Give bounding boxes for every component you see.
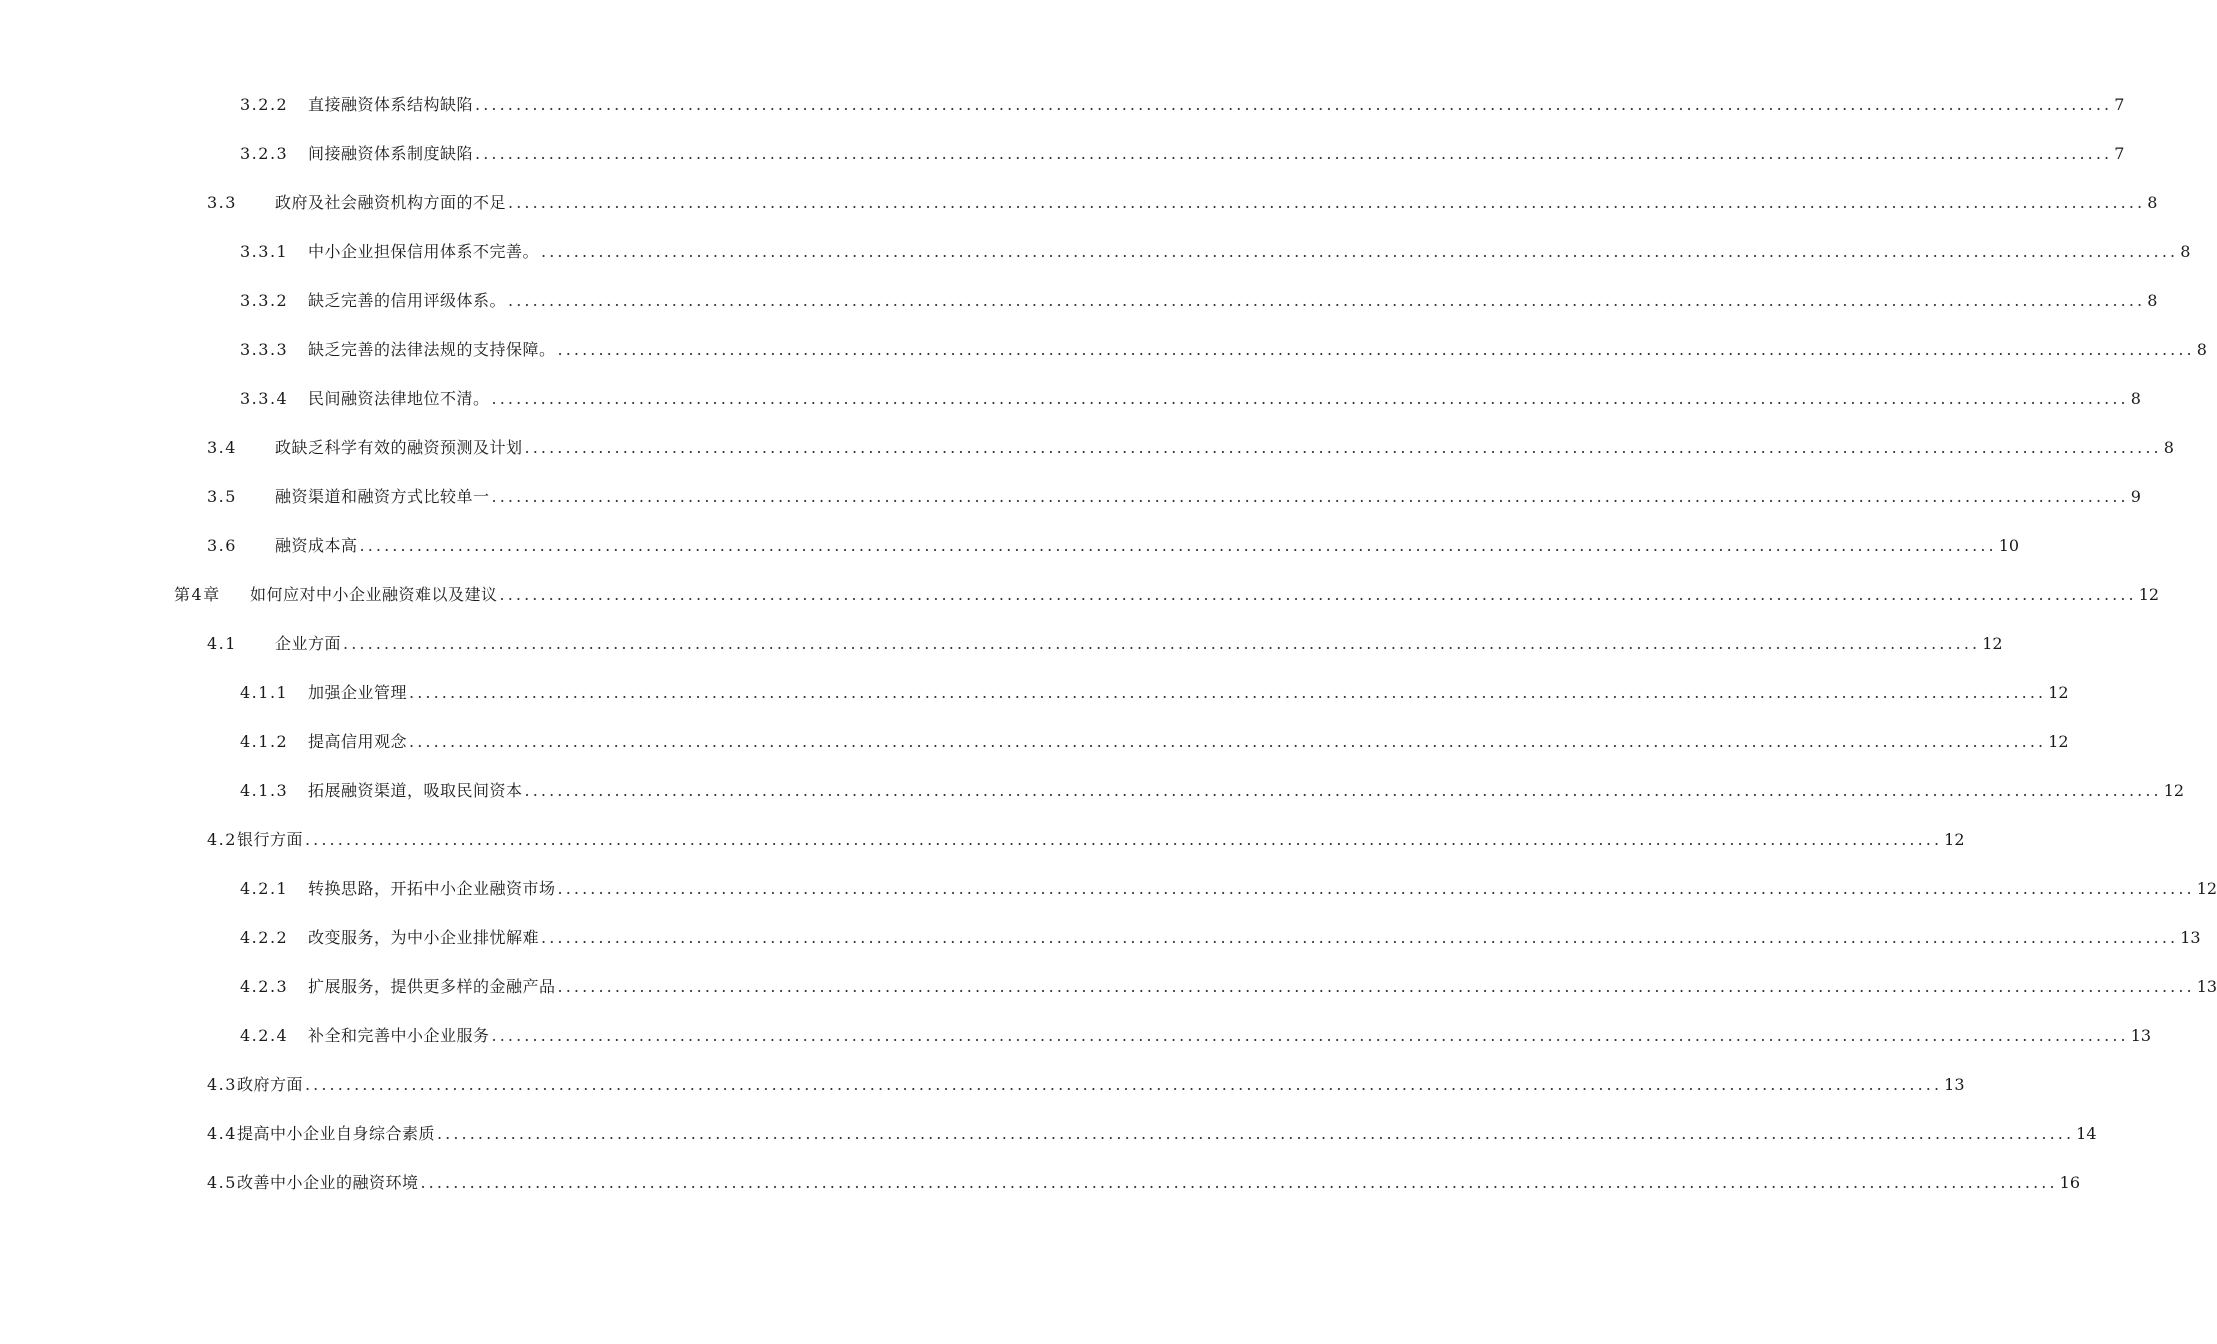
toc-entry[interactable] [0,1109,2097,1158]
toc-entry-page-number: 13 [2196,976,2217,996]
toc-entry[interactable] [0,276,2158,325]
toc-entry-page-number: 12 [2196,878,2217,898]
toc-entry[interactable] [0,80,2125,129]
toc-entry-number: 3.4 [207,437,237,457]
toc-entry-title: 融资成本高 [275,535,358,555]
toc-entry-number: 4.2.1 [240,878,289,898]
toc-dot-leader: ........................................................................................................................................................................................................ [420,1172,2058,1192]
toc-dot-leader: ........................................................................................................................................................................................................ [508,192,2146,212]
toc-dot-leader: ........................................................................................................................................................................................................ [409,682,2047,702]
toc-entry-page-number: 7 [2114,94,2125,114]
toc-entry-number: 3.3.4 [240,388,289,408]
toc-entry-number: 4.1.1 [240,682,289,702]
toc-entry-page-number: 9 [2130,486,2141,506]
toc-entry-number: 3.5 [207,486,237,506]
toc-entry[interactable] [0,570,2160,619]
toc-entry-number: 4.2.2 [240,927,289,947]
toc-dot-leader: ........................................................................................................................................................................................................ [475,94,2113,114]
toc-entry[interactable] [0,178,2158,227]
toc-entry[interactable] [0,864,2217,913]
toc-entry[interactable] [0,227,2191,276]
toc-entry-number: 4.5 [207,1172,237,1192]
toc-entry[interactable] [0,717,2069,766]
toc-entry-page-number: 12 [2138,584,2160,604]
table-of-contents [0,80,2217,1207]
toc-entry-page-number: 12 [2048,731,2069,751]
toc-entry[interactable] [0,962,2217,1011]
toc-dot-leader: ........................................................................................................................................................................................................ [524,437,2162,457]
toc-entry-title: 补全和完善中小企业服务 [308,1025,490,1045]
toc-entry-page-number: 10 [1998,535,2020,555]
toc-entry-page-number: 8 [2163,437,2174,457]
toc-dot-leader: ........................................................................................................................................................................................................ [499,584,2137,604]
toc-entry-page-number: 13 [1944,1074,1965,1094]
toc-entry-number: 3.3.2 [240,290,289,310]
toc-entry-title: 政府方面 [236,1074,303,1094]
toc-entry[interactable] [0,325,2207,374]
toc-entry-title: 缺乏完善的法律法规的支持保障。 [308,339,556,359]
toc-entry-number: 3.3.3 [240,339,289,359]
toc-entry-number: 第4章 [174,584,221,604]
toc-entry-page-number: 7 [2114,143,2125,163]
toc-entry[interactable] [0,1158,2081,1207]
toc-entry-title: 提高信用观念 [308,731,408,751]
toc-dot-leader: ........................................................................................................................................................................................................ [557,339,2195,359]
toc-dot-leader: ........................................................................................................................................................................................................ [475,143,2113,163]
toc-dot-leader: ........................................................................................................................................................................................................ [304,1074,1943,1094]
toc-entry-page-number: 13 [2130,1025,2152,1045]
toc-entry-number: 4.1.2 [240,731,289,751]
toc-entry-page-number: 12 [2048,682,2069,702]
toc-dot-leader: ........................................................................................................................................................................................................ [304,829,1943,849]
toc-entry-title: 中小企业担保信用体系不完善。 [308,241,540,261]
toc-entry-page-number: 8 [2196,339,2207,359]
toc-entry-page-number: 14 [2076,1123,2097,1143]
toc-entry[interactable] [0,1011,2152,1060]
toc-entry-title: 政缺乏科学有效的融资预测及计划 [275,437,523,457]
toc-entry-title: 改善中小企业的融资环境 [236,1172,419,1192]
toc-entry-title: 改变服务，为中小企业排忧解难 [308,927,540,947]
toc-entry-title: 拓展融资渠道，吸取民间资本 [308,780,523,800]
toc-entry[interactable] [0,766,2185,815]
toc-entry-title: 如何应对中小企业融资难以及建议 [250,584,498,604]
toc-entry-page-number: 8 [2180,241,2191,261]
toc-entry[interactable] [0,913,2201,962]
toc-dot-leader: ........................................................................................................................................................................................................ [557,976,2195,996]
toc-entry-title: 缺乏完善的信用评级体系。 [308,290,507,310]
toc-entry[interactable] [0,472,2141,521]
toc-entry-number: 3.6 [207,535,237,555]
toc-dot-leader: ........................................................................................................................................................................................................ [491,388,2129,408]
toc-entry-page-number: 8 [2147,192,2158,212]
toc-dot-leader: ........................................................................................................................................................................................................ [508,290,2146,310]
toc-entry-page-number: 8 [2130,388,2141,408]
toc-entry-number: 4.1 [207,633,237,653]
toc-dot-leader: ........................................................................................................................................................................................................ [524,780,2162,800]
toc-entry-number: 4.1.3 [240,780,289,800]
toc-entry-title: 间接融资体系制度缺陷 [308,143,474,163]
toc-entry-number: 3.3.1 [240,241,289,261]
toc-dot-leader: ........................................................................................................................................................................................................ [491,1025,2129,1045]
toc-entry-title: 转换思路，开拓中小企业融资市场 [308,878,556,898]
toc-entry-page-number: 8 [2147,290,2158,310]
toc-dot-leader: ........................................................................................................................................................................................................ [541,927,2179,947]
toc-entry[interactable] [0,815,1965,864]
toc-dot-leader: ........................................................................................................................................................................................................ [359,535,1997,555]
toc-entry[interactable] [0,129,2125,178]
toc-entry-page-number: 12 [1982,633,2003,653]
toc-entry-number: 4.3 [207,1074,237,1094]
toc-entry-title: 融资渠道和融资方式比较单一 [275,486,490,506]
toc-dot-leader: ........................................................................................................................................................................................................ [409,731,2047,751]
toc-entry[interactable] [0,1060,1965,1109]
toc-entry-title: 企业方面 [275,633,342,653]
toc-entry[interactable] [0,521,2020,570]
toc-entry-title: 银行方面 [236,829,303,849]
toc-entry-title: 加强企业管理 [308,682,408,702]
toc-entry-title: 提高中小企业自身综合素质 [236,1123,435,1143]
toc-entry-number: 4.4 [207,1123,237,1143]
toc-dot-leader: ........................................................................................................................................................................................................ [343,633,1981,653]
toc-entry-number: 4.2 [207,829,237,849]
toc-dot-leader: ........................................................................................................................................................................................................ [541,241,2179,261]
toc-entry-number: 3.2.3 [240,143,289,163]
toc-dot-leader: ........................................................................................................................................................................................................ [436,1123,2075,1143]
toc-dot-leader: ........................................................................................................................................................................................................ [491,486,2129,506]
toc-entry-title: 政府及社会融资机构方面的不足 [275,192,507,212]
toc-entry-page-number: 13 [2180,927,2201,947]
toc-entry[interactable] [0,668,2069,717]
toc-entry-number: 3.2.2 [240,94,289,114]
toc-entry-title: 扩展服务，提供更多样的金融产品 [308,976,556,996]
toc-entry-number: 3.3 [207,192,237,212]
toc-entry[interactable] [0,423,2174,472]
toc-entry-title: 直接融资体系结构缺陷 [308,94,474,114]
toc-entry[interactable] [0,374,2141,423]
toc-entry-page-number: 12 [2163,780,2185,800]
toc-entry-page-number: 16 [2059,1172,2081,1192]
toc-entry-page-number: 12 [1944,829,1965,849]
toc-entry[interactable] [0,619,2003,668]
toc-entry-number: 4.2.4 [240,1025,289,1045]
toc-entry-title: 民间融资法律地位不清。 [308,388,490,408]
toc-entry-number: 4.2.3 [240,976,289,996]
toc-dot-leader: ........................................................................................................................................................................................................ [557,878,2195,898]
